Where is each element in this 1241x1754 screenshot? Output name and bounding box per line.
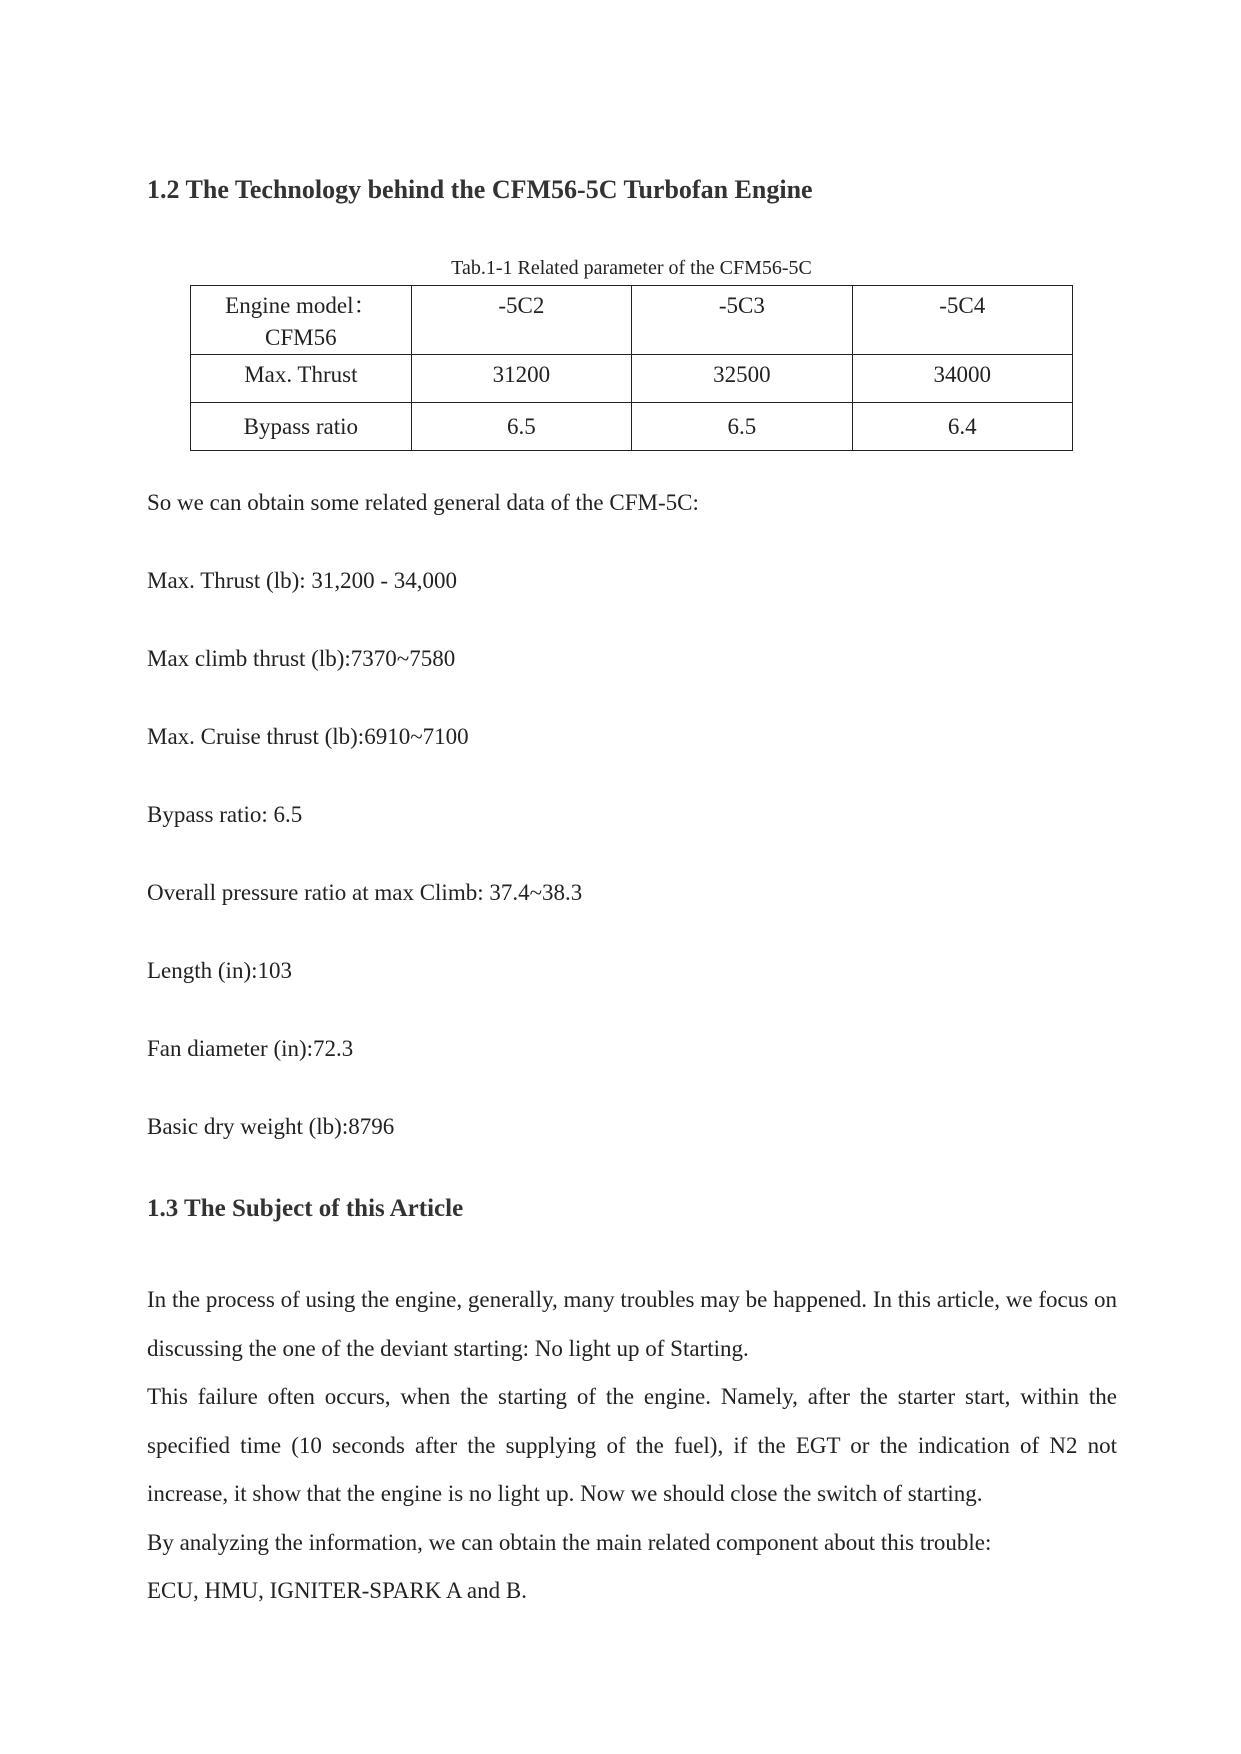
section-heading-1-3: 1.3 The Subject of this Article (147, 1195, 464, 1222)
spec-line: Max. Thrust (lb): 31,200 - 34,000 (147, 568, 458, 593)
spec-line: Fan diameter (in):72.3 (147, 1036, 354, 1061)
table-cell: 32500 (632, 355, 852, 403)
spec-line: Basic dry weight (lb):8796 (147, 1114, 395, 1139)
spec-line: Length (in):103 (147, 958, 292, 983)
spec-line: Bypass ratio: 6.5 (147, 802, 303, 827)
table-cell: 6.4 (852, 403, 1072, 451)
parameter-table (190, 285, 1073, 451)
spec-line: Max climb thrust (lb):7370~7580 (147, 646, 456, 671)
paragraph: ECU, HMU, IGNITER-SPARK A and B. (147, 1578, 527, 1603)
table-caption: Tab.1-1 Related parameter of the CFM56-5C (451, 257, 812, 279)
table-header-cell: Engine model： CFM56 (191, 286, 412, 355)
table-cell: 6.5 (632, 403, 852, 451)
spec-line: Max. Cruise thrust (lb):6910~7100 (147, 724, 469, 749)
table-header-row (191, 286, 1073, 355)
paragraph: This failure often occurs, when the starting of the engine. Namely, after the starter start, within the specified time (10 seconds after the supplying of the fuel), if the EGT or the indication of N2 not increase, it show that the engine is no light up. Now we should close the switch of starting. (147, 1384, 1117, 1506)
paragraph: By analyzing the information, we can obtain the main related component about this trouble: (147, 1529, 992, 1555)
table-cell: 31200 (411, 355, 631, 403)
table-cell: Bypass ratio (191, 403, 412, 451)
spec-line: Overall pressure ratio at max Climb: 37.4~38.3 (147, 880, 583, 905)
intro-text: So we can obtain some related general data of the CFM-5C: (147, 490, 699, 515)
paragraph: In the process of using the engine, generally, many troubles may be happened. In this article, we focus on discussing the one of the deviant starting: No light up of Starting. (147, 1287, 1117, 1361)
section-heading-1-2: 1.2 The Technology behind the CFM56-5C Turbofan Engine (147, 175, 813, 204)
table-header-cell: -5C2 (411, 286, 631, 355)
table-cell: Max. Thrust (191, 355, 412, 403)
table-cell: 34000 (852, 355, 1072, 403)
table-cell: 6.5 (411, 403, 631, 451)
body-text (147, 1276, 1117, 1616)
table-row (191, 403, 1073, 451)
table-row (191, 355, 1073, 403)
table-header-cell: -5C3 (632, 286, 852, 355)
table-header-cell: -5C4 (852, 286, 1072, 355)
